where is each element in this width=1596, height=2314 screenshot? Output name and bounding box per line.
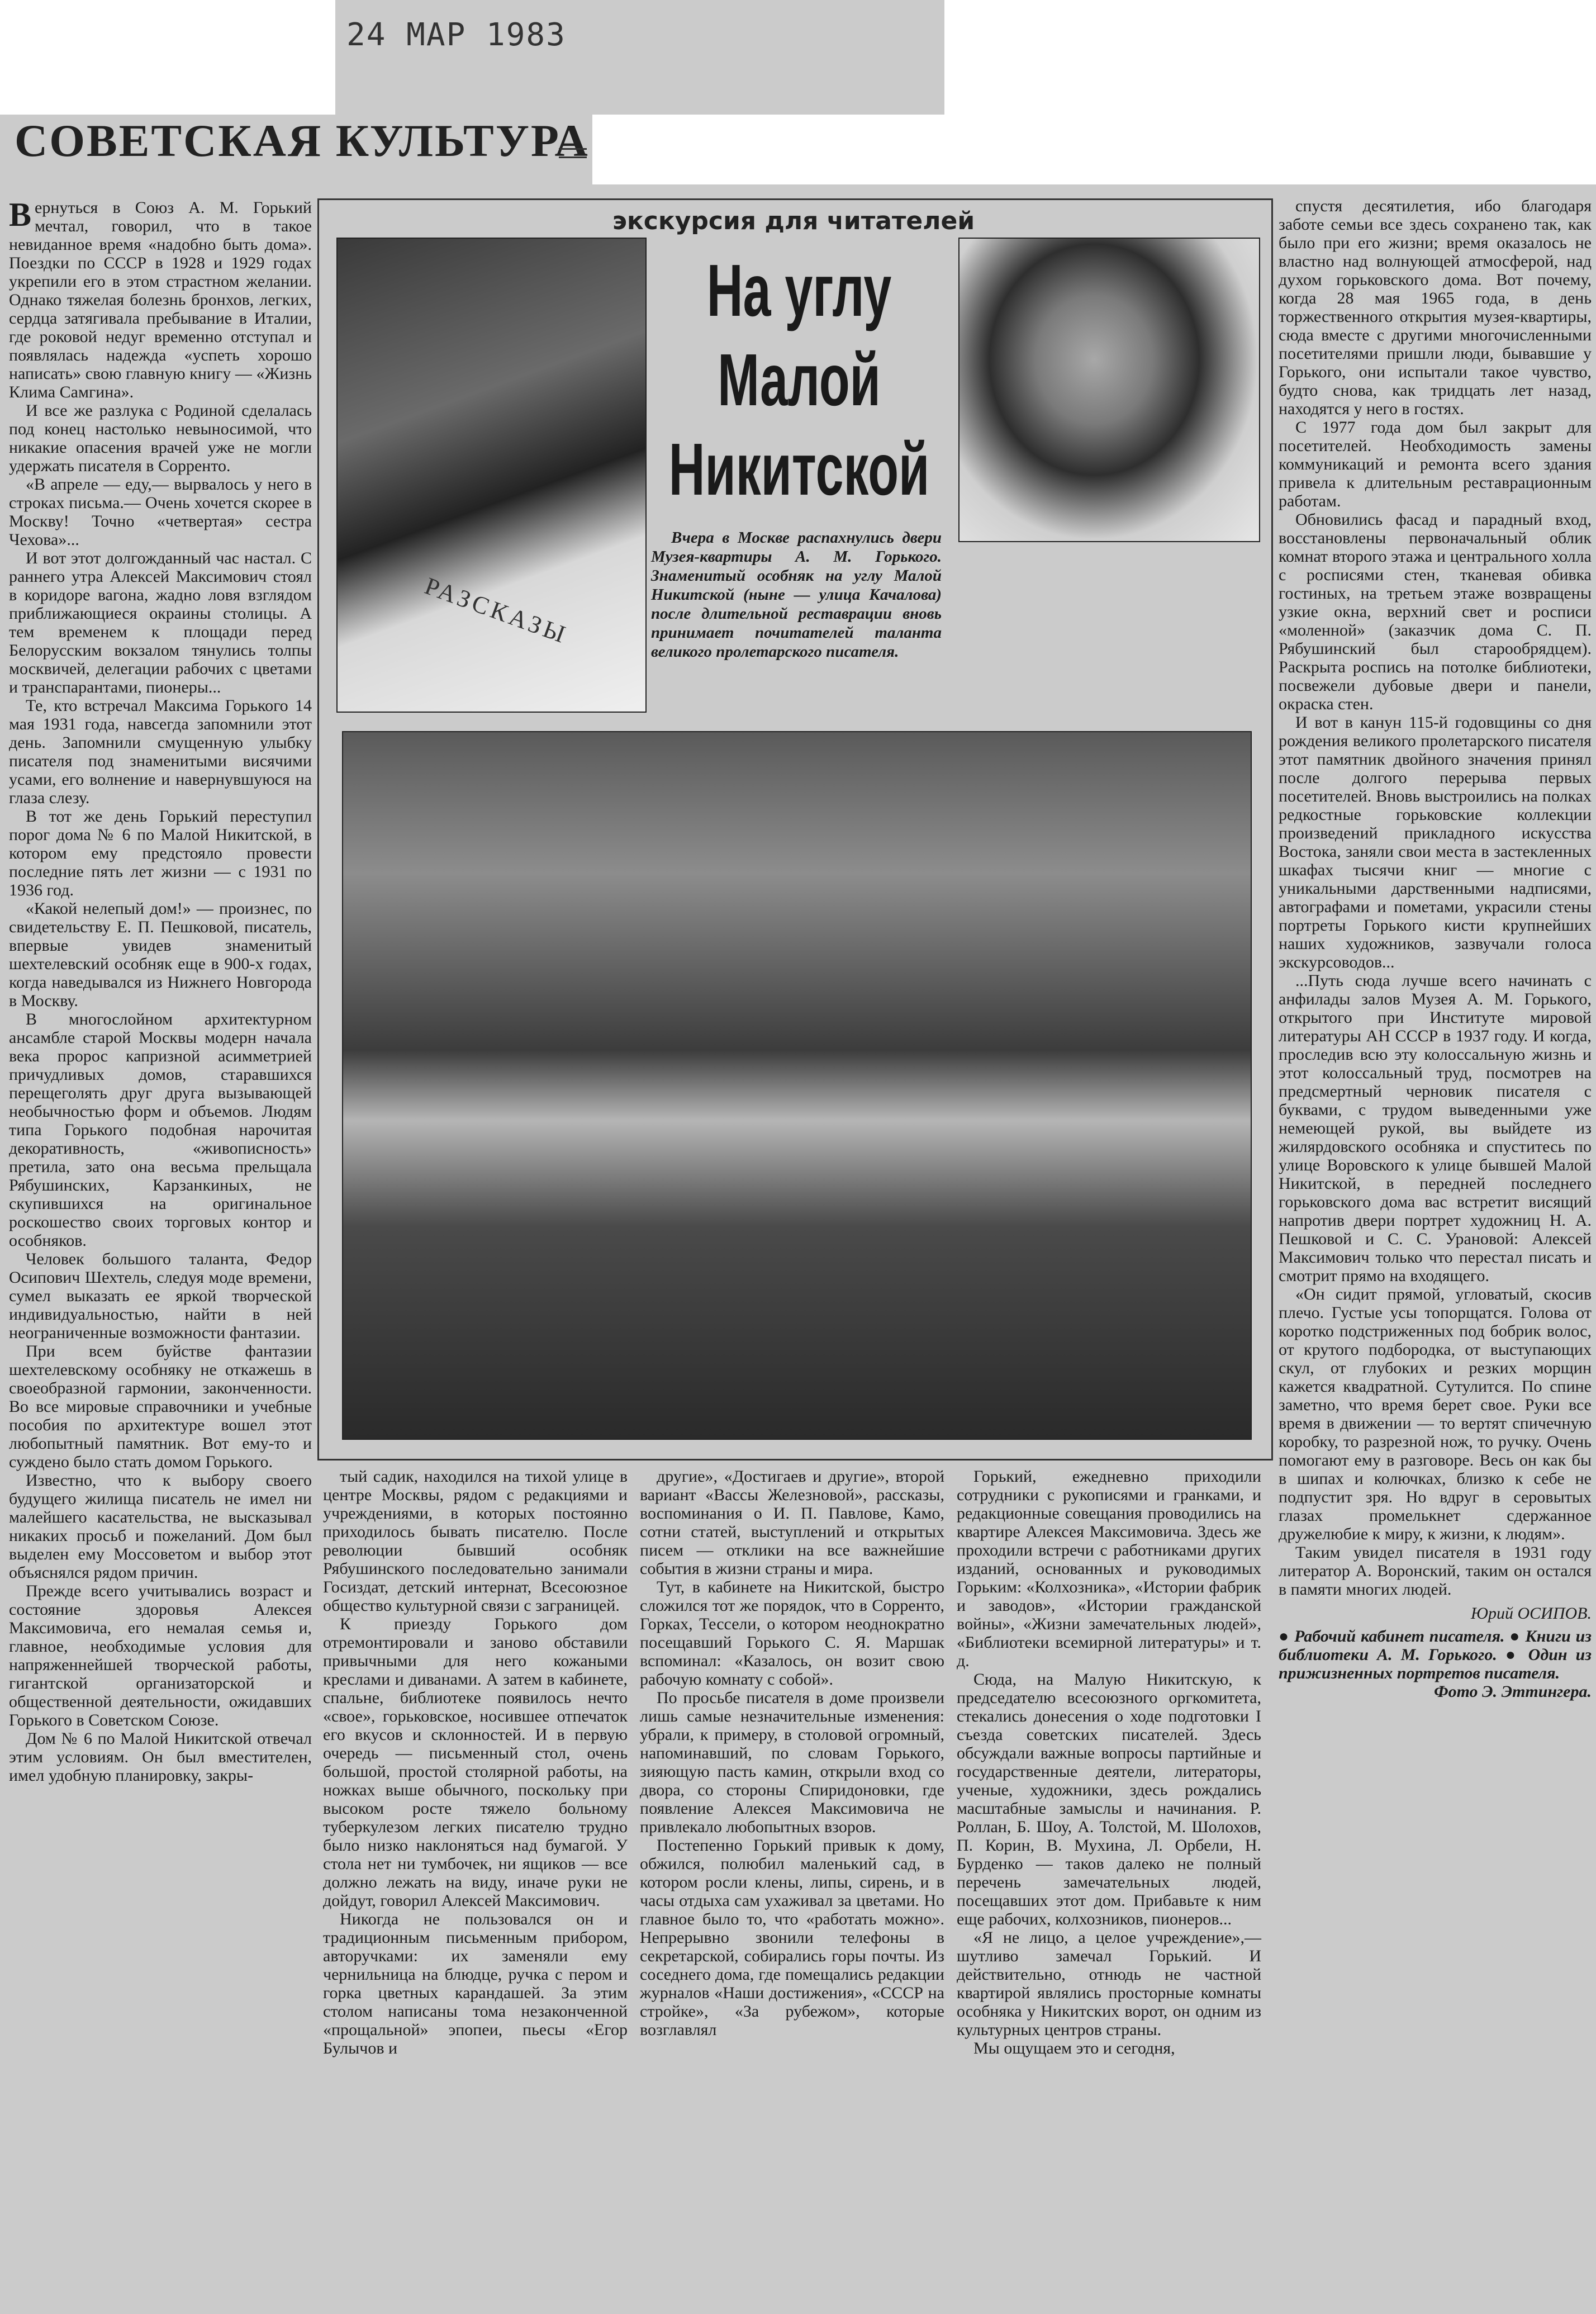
paragraph: По просьбе писателя в доме произвели лишь самые незначительные изменения: убрали, к примеру, в столовой огромный, напоминавший, по словам Горького, зияющую пасть камин, открыли вход со двора, со стороны Спиридоновки, где появление Алексея Максимовича не привлекало любопытных взоров. xyxy=(640,1689,944,1836)
photo-credit: Фото Э. Эттингера. xyxy=(1434,1682,1592,1701)
books-photo xyxy=(336,238,647,713)
study-room-photo xyxy=(342,731,1252,1440)
lead-paragraph: Вчера в Москве распахнулись двери Музея-квартиры А. М. Горького. Знаменитый особняк на углу Малой Никитской (ныне — улица Качалова) после длительной реставрации вновь принимает почитателей таланта великого пролетарского писателя. xyxy=(651,529,942,661)
paragraph: И вот этот долгожданный час настал. С раннего утра Алексей Максимович стоял в коридоре вагона, жадно ловя взглядом приближающиеся окраины столицы. А тем временем к площади перед Белорусским вокзалом тянулись толпы москвичей, делегации рабочих с цветами и транспарантами, пионеры... xyxy=(9,549,312,696)
paragraph: Постепенно Горький привык к дому, обжился, полюбил маленький сад, в котором росли клены, липы, сирень, и в часы отдыха сам ухаживал за цветами. Но главное было то, что «работать можно». Непрерывно звонили телефоны в секретарской, собирались горы почты. Из соседнего дома, где помещались редакции журналов «Наши достижения», «СССР на стройке», «За рубежом», которые возглавлял xyxy=(640,1836,944,2039)
rubric-heading: экскурсия для читателей xyxy=(576,207,1011,235)
article-bottom-column-1 xyxy=(323,1467,628,2057)
paragraph: Обновились фасад и парадный вход, восстановлены первоначальный облик комнат второго этажа и центрального холла с росписями стен, тканевая обивка гостиных, на третьем этаже возвращены узкие окна, верхний свет и росписи «моленной» (заказчик дома С. П. Рябушинский был старообрядцем). Раскрыта роспись на потолке библиотеки, посвежели дубовые двери и панели, окраска стен. xyxy=(1279,510,1592,713)
paragraph: При всем буйстве фантазии шехтелевскому особняку не откажешь в своеобразной гармонии, законченности. Во все мировые справочники и учебные пособия по архитектуре вошел этот любопытный памятник. Вот ему-то и суждено было стать домом Горького. xyxy=(9,1342,312,1471)
paragraph: Мы ощущаем это и сегодня, xyxy=(973,2039,1175,2057)
author-signature: Юрий ОСИПОВ. xyxy=(1471,1604,1592,1623)
paragraph: Горький, ежедневно приходили сотрудники с рукописями и гранками, и редакционные совещания проводились на квартире Алексея Максимовича. Здесь же проходили встречи с работниками других изданий, основанных и руководимых Горьким: «Колхозника», «Истории фабрик и заводов», «Истории гражданской войны», «Жизни замечательных людей», «Библиотеки всемирной литературы» и т. д. xyxy=(957,1467,1261,1670)
paragraph: К приезду Горького дом отремонтировали и заново обставили привычными для него кожаными креслами и диванами. А затем в кабинете, спальне, библиотеке появилось нечто «свое», горьковское, носившее отпечаток его вкусов и склонностей. И в первую очередь — письменный стол, очень большой, простой столярной работы, на ножках выше обычного, поскольку при высоком росте тяжело больному туберкулезом легких писателю трудно было низко наклоняться над бумагой. У стола нет ни тумбочек, ни ящиков — все должно лежать на виду, иначе руки не дойдут, говорил Алексей Максимович. xyxy=(323,1615,628,1910)
paragraph: Вернуться в Союз А. М. Горький мечтал, говорил, что в такое невиданное время «надобно быть дома». Поездки по СССР в 1928 и 1929 годах укрепили его в этом страстном желании. Однако тяжелая болезнь бронхов, легких, сердца затягивала пребывание в Италии, где роковой недуг временно отступал и появлялась надежда «успеть хорошо написать» свою главную книгу — «Жизнь Клима Самгина». xyxy=(9,196,312,401)
paragraph: Таким увидел писателя в 1931 году литератор А. Воронский, таким он остался в памяти многих людей. xyxy=(1279,1543,1592,1599)
date-stamp: 24 МАР 1983 xyxy=(346,17,566,53)
article-bottom-column-3 xyxy=(957,1467,1261,2057)
paragraph: И вот в канун 115-й годовщины со дня рождения великого пролетарского писателя этот памятник двойного значения принял после долгого перерыва первых посетителей. Вновь выстроились на полках редкостные горьковские коллекции произведений прикладного искусства Востока, заняли свои места в застекленных шкафах тысячи книг — многие с уникальными дарственными надписями, автографами и пометами, украсили стены портреты Горького кисти крупнейших наших художников, зазвучали голоса экскурсоводов... xyxy=(1279,713,1592,971)
article-bottom-column-2 xyxy=(640,1467,944,2039)
title-line: Никитской xyxy=(668,428,930,510)
paragraph: Дом № 6 по Малой Никитской отвечал этим условиям. Он был вместителен, имел удобную планировку, закры- xyxy=(9,1729,312,1785)
paragraph: «Он сидит прямой, угловатый, скосив плечо. Густые усы топорщатся. Голова от коротко подстриженных под бобрик волос, от крутого подбородка, от выступающих скул, от глубоких и резких морщин кажется квадратной. Сутулится. По спине заметно, что время берет свое. Руки все время в движении — то вертят спичечную коробку, то разрезной нож, то ручку. Очень помогают ему в разговоре. Весь он как бы в шипах и колючках, близко к себе не подпустит зря. Но вдруг в серовытых глазах промелькнет сдержанное дружелюбие к миру, к жизни, к людям». xyxy=(1279,1285,1592,1543)
title-line: На углу xyxy=(706,249,892,331)
paragraph: тый садик, находился на тихой улице в центре Москвы, рядом с редакциями и учреждениями, в которых постоянно приходилось бывать писателю. После революции бывший особняк Рябушинского последовательно занимали Госиздат, детский интернат, Всесоюзное общество культурной связи с заграницей. xyxy=(323,1467,628,1615)
paragraph: «В апреле — еду,— вырвалось у него в строках письма.— Очень хочется скорее в Москву! Точно «четвертая» сестра Чехова»... xyxy=(9,475,312,549)
article-title xyxy=(661,246,938,514)
paragraph: другие», «Достигаев и другие», второй вариант «Вассы Железновой», рассказы, воспоминания о И. П. Павлове, Камо, сотни статей, выступлений и открытых писем — отклики на все важнейшие события в жизни страны и мира. xyxy=(640,1467,944,1578)
gorky-portrait-photo xyxy=(958,238,1260,542)
paragraph: Человек большого таланта, Федор Осипович Шехтель, следуя моде времени, сумел выказать ее яркой творческой индивидуальностью, найти в ней неограниченные возможности фантазии. xyxy=(9,1250,312,1342)
article-left-column xyxy=(9,198,312,1785)
article-right-column xyxy=(1279,197,1592,1701)
paragraph: И все же разлука с Родиной сделалась под конец настолько невыносимой, что никакие опасения врачей уже не могли удержать писателя в Сорренто. xyxy=(9,401,312,475)
masthead-rule xyxy=(559,148,587,158)
paragraph: В многослойном архитектурном ансамбле старой Москвы модерн начала века пророс капризной асимметрией причудливых домов, старавшихся перещеголять друг друга вызывающей необычностью форм и объемов. Людям типа Горького подобная нарочитая декоративность, «живописность» претила, зато она весьма прельщала Рябушинских, Карзанкиных, не скупившихся на оригинальное роскошество своих торговых контор и особняков. xyxy=(9,1010,312,1250)
paragraph: Прежде всего учитывались возраст и состояние здоровья Алексея Максимовича, его немалая семья и, главное, необходимые условия для напряженнейшей творческой работы, гигантской организаторской и общественной деятельности, ожидавших Горького в Советском Союзе. xyxy=(9,1582,312,1729)
paragraph: спустя десятилетия, ибо благодаря заботе семьи все здесь сохранено так, как было при его жизни; время оказалось не властно над волнующей атмосферой, над духом горьковского дома. Вот почему, когда 28 мая 1965 года, в день торжественного открытия музея-квартиры, сюда вместе с другими многочисленными посетителями пришли люди, бывавшие у Горького, они испытали такое чувство, будто снова, как тридцать лет назад, находятся у него в гостях. xyxy=(1279,197,1592,418)
paragraph: Сюда, на Малую Никитскую, к председателю всесоюзного оргкомитета, стекались донесения о ходе подготовки I съезда советских писателей. Здесь обсуждали важные вопросы партийные и государственные деятели, литераторы, ученые, художники, здесь рождались масштабные замыслы и начинания. Р. Роллан, Б. Шоу, А. Толстой, М. Шолохов, П. Корин, В. Мухина, Л. Орбели, Н. Бурденко — таков далеко не полный перечень замечательных людей, посещавших этот дом. Прибавьте к ним еще рабочих, колхозников, пионеров... xyxy=(957,1670,1261,1928)
paragraph: Известно, что к выбору своего будущего жилища писатель не имел ни малейшего касательства, не высказывал никаких просьб и пожеланий. Дом был выделен ему Моссоветом и выбор этот объяснялся рядом причин. xyxy=(9,1471,312,1582)
paragraph: Никогда не пользовался он и традиционным письменным прибором, авторучками: их заменяли ему чернильница на блюдце, ручка с пером и горка цветных карандашей. За этим столом написаны тома незаконченной «прощальной» эпопеи, пьесы «Егор Булычов и xyxy=(323,1910,628,2057)
paragraph: Тут, в кабинете на Никитской, быстро сложился тот же порядок, что в Сорренто, Горках, Тессели, о котором неоднократно посещавший Горького С. Я. Маршак вспоминал: «Казалось, он возит свою рабочую комнату с собой». xyxy=(640,1578,944,1689)
paragraph: «Я не лицо, а целое учреждение»,— шутливо замечал Горький. И действительно, отнюдь не частной квартирой являлись просторные комнаты особняка у Никитских ворот, он одним из культурных центров страны. xyxy=(957,1928,1261,2039)
book-title-label: РАЗСКАЗЫ xyxy=(421,572,572,649)
paragraph: Те, кто встречал Максима Горького 14 мая 1931 года, навсегда запомнили этот день. Запомнили смущенную улыбку писателя под знаменитыми висячими усами, его волнение и навернувшуюся на глаза слезу. xyxy=(9,696,312,807)
title-line: Малой xyxy=(718,339,881,421)
newspaper-masthead: СОВЕТСКАЯ КУЛЬТУРА xyxy=(15,115,590,166)
paragraph: ...Путь сюда лучше всего начинать с анфилады залов Музея А. М. Горького, открытого при Институте мировой литературы АН СССР в 1937 году. И когда, проследив всю эту колоссальную жизнь и этот колоссальный труд, посмотрев на предсмертный черновик писателя с буквами, с трудом выведенными уже немеющей рукой, вы выйдете из жилярдовского особняка и спуститесь по улице Воровского к улице бывшей Малой Никитской, в передней последнего горьковского дома вас встретит висящий напротив двери портрет художниц Н. А. Пешковой и С. С. Урановой: Алексей Максимович только что перестал писать и смотрит прямо на входящего. xyxy=(1279,971,1592,1285)
torn-white-area xyxy=(592,115,1596,184)
photo-captions: ● Рабочий кабинет писателя. ● Книги из библиотеки А. М. Горького. ● Один из прижизненных портретов писателя. xyxy=(1279,1627,1592,1682)
paragraph: С 1977 года дом был закрыт для посетителей. Необходимость замены коммуникаций и ремонта всего здания привела к длительным реставрационным работам. xyxy=(1279,418,1592,510)
paragraph: В тот же день Горький переступил порог дома № 6 по Малой Никитской, в котором ему предстояло провести последние пять лет жизни — с 1931 по 1936 год. xyxy=(9,807,312,899)
paragraph: «Какой нелепый дом!» — произнес, по свидетельству Е. П. Пешковой, писатель, впервые увидев знаменитый шехтелевский особняк еще в 900-х годах, когда наведывался из Нижнего Новгорода в Москву. xyxy=(9,899,312,1010)
